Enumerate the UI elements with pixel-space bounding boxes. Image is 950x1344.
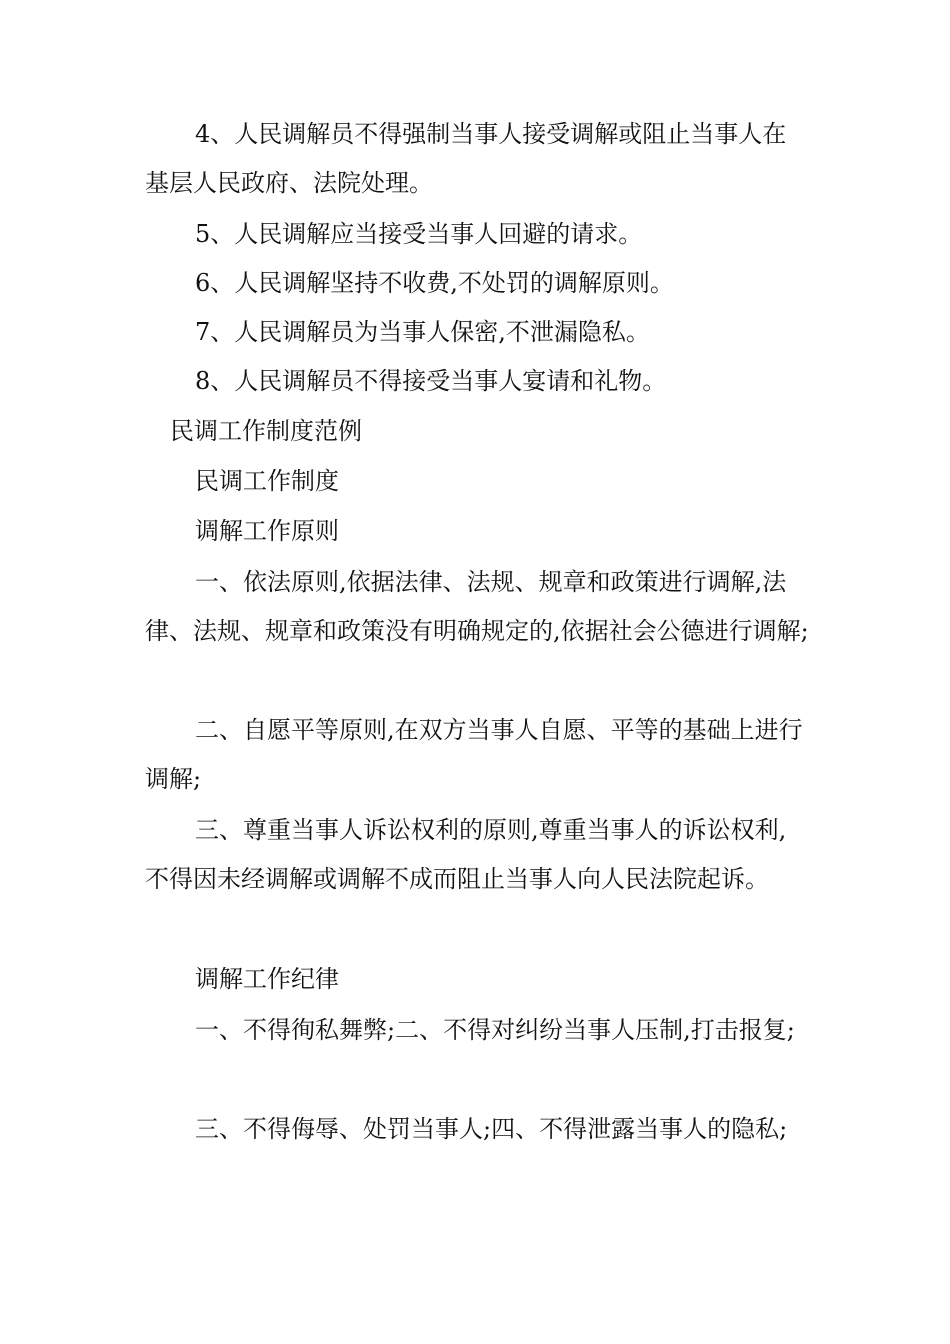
paragraph-item-8: 8、人民调解员不得接受当事人宴请和礼物。 [195,367,667,395]
principle-legal: 一、依法原则,依据法律、法规、规章和政策进行调解,法律、法规、规章和政策没有明确规定的,依据社会公德进行调解; [145,568,809,645]
discipline-item-1-2: 一、不得徇私舞弊;二、不得对纠纷当事人压制,打击报复; [195,1016,795,1044]
paragraph-item-7: 7、人民调解员为当事人保密,不泄漏隐私。 [195,318,650,346]
discipline-item-3-4: 三、不得侮辱、处罚当事人;四、不得泄露当事人的隐私; [195,1115,788,1143]
paragraph-item-6: 6、人民调解坚持不收费,不处罚的调解原则。 [195,269,674,297]
subheading-principles: 调解工作原则 [195,517,339,545]
section-title: 民调工作制度范例 [170,417,362,445]
paragraph-item-5: 5、人民调解应当接受当事人回避的请求。 [195,220,643,248]
principle-voluntary: 二、自愿平等原则,在双方当事人自愿、平等的基础上进行调解; [145,716,803,793]
subheading-system: 民调工作制度 [195,467,339,495]
subheading-discipline: 调解工作纪律 [195,965,339,993]
principle-litigation-rights: 三、尊重当事人诉讼权利的原则,尊重当事人的诉讼权利,不得因未经调解或调解不成而阻止当事人向人民法院起诉。 [145,816,787,893]
paragraph-item-4: 4、人民调解员不得强制当事人接受调解或阻止当事人在基层人民政府、法院处理。 [145,120,787,197]
